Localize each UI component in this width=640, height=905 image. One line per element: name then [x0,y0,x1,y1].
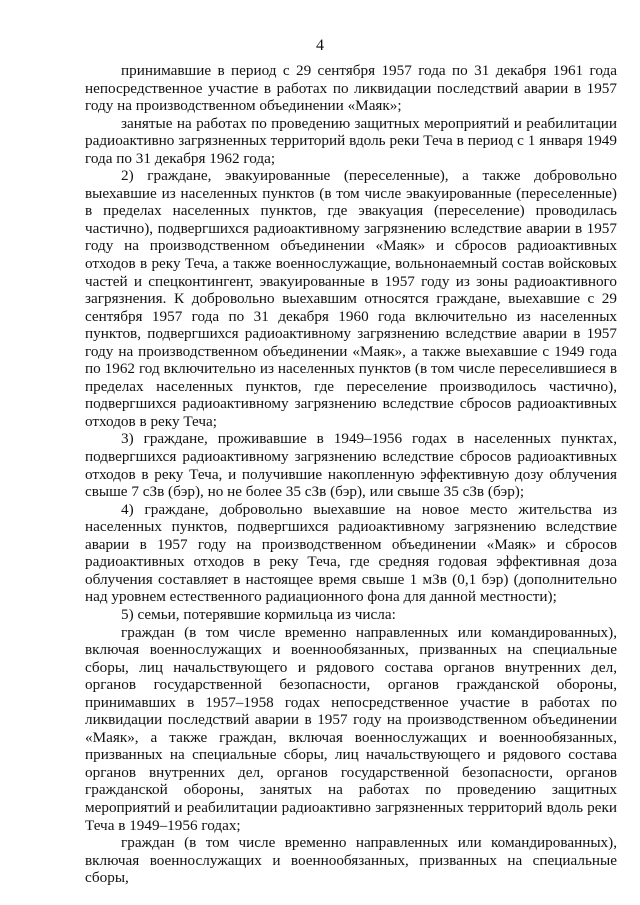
paragraph-rehabilitation-workers: занятые на работах по проведению защитных мероприятий и реабилитации радиоактивно загрязненных территорий вдоль реки Теча в период с 1 января 1949 года по 31 декабря 1962 года; [85,114,617,167]
page-number: 4 [316,37,324,54]
document-body [85,62,617,887]
paragraph-breadwinner-continued: граждан (в том числе временно направленных или командированных), включая военнослужащих и военнообязанных, призванных на специальные сборы, [85,834,617,887]
paragraph-item-5-families: 5) семьи, потерявшие кормильца из числа: [121,605,396,623]
paragraph-breadwinner-liquidators: граждан (в том числе временно направленных или командированных), включая военнослужащих и военнообязанных, призванных на специальные сборы, лиц начальствующего и рядового состава органов внутренних дел, органов государственной безопасности, органов гражданской обороны, принимавших в 1957–1958 годах непосредственное участие в работах по ликвидации последствий аварии в 1957 году на производственном объединении «Маяк», а также граждан, включая военнослужащих и военнообязанных, призванных на специальные сборы, лиц начальствующего и рядового состава органов внутренних дел, органов государственной безопасности, органов гражданской обороны, занятых на работах по проведению защитных мероприятий и реабилитации радиоактивно загрязненных территорий вдоль реки Теча в 1949–1956 годах; [85,623,617,834]
paragraph-participants-liquidation: принимавшие в период с 29 сентября 1957 года по 31 декабря 1961 года непосредственное участие в работах по ликвидации последствий аварии в 1957 году на производственном объединении «Маяк»; [85,62,617,115]
paragraph-item-3-residents: 3) граждане, проживавшие в 1949–1956 годах в населенных пунктах, подвергшихся радиоактивному загрязнению вследствие сбросов радиоактивных отходов в реку Теча, и получившие накопленную эффективную дозу облучения свыше 7 сЗв (бэр), но не более 35 сЗв (бэр), или свыше 35 сЗв (бэр); [85,430,617,501]
paragraph-item-2-evacuated: 2) граждане, эвакуированные (переселенные), а также добровольно выехавшие из населенных пунктов (в том числе эвакуированные (переселенные) в пределах населенных пунктов, где эвакуация (переселение) проводилась частично), подвергшихся радиоактивному загрязнению вследствие аварии в 1957 году на производственном объединении «Маяк» и сбросов радиоактивных отходов в реку Теча, а также военнослужащие, вольнонаемный состав войсковых частей и спецконтингент, эвакуированные в 1957 году из зоны радиоактивного загрязнения. К добровольно выехавшим относятся граждане, выехавшие с 29 сентября 1957 года по 31 декабря 1960 года включительно из населенных пунктов, подвергшихся радиоактивному загрязнению вследствие аварии в 1957 году на производственном объединении «Маяк», а также выехавшие с 1949 года по 1962 год включительно из населенных пунктов (в том числе переселившиеся в пределах населенных пунктов, где переселение производилось частично), подвергшихся радиоактивному загрязнению вследствие сбросов радиоактивных отходов в реку Теча; [85,167,617,430]
paragraph-item-4-relocated: 4) граждане, добровольно выехавшие на новое место жительства из населенных пунктов, подвергшихся радиоактивному загрязнению вследствие аварии в 1957 году на производственном объединении «Маяк» и сбросов радиоактивных отходов в реку Теча, где средняя годовая эффективная доза облучения составляет в настоящее время свыше 1 мЗв (0,1 бэр) (дополнительно над уровнем естественного радиационного фона для данной местности); [85,500,617,606]
